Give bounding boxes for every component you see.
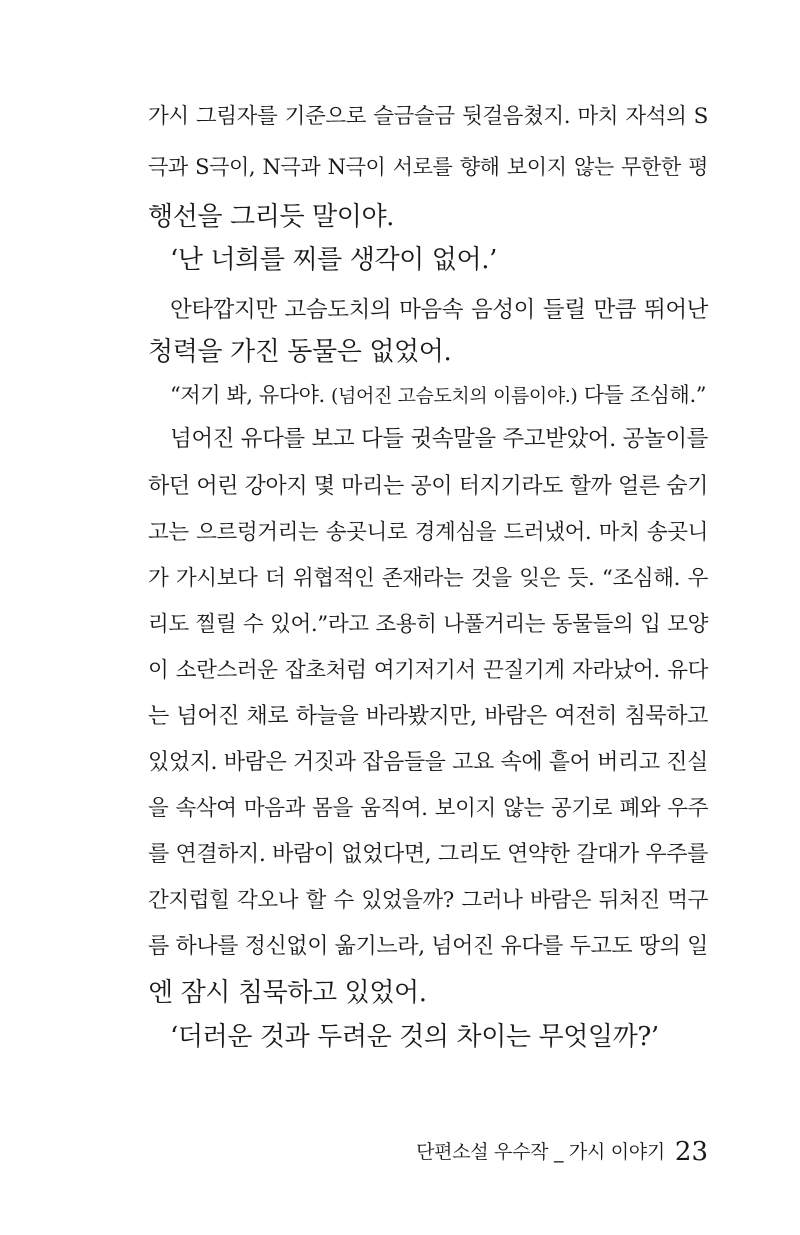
text-line: ‘난 너희를 찌를 생각이 없어.’ xyxy=(170,245,497,275)
running-footer xyxy=(416,1138,708,1166)
text-line: 극과 S극이, N극과 N극이 서로를 향해 보이지 않는 무한한 평 xyxy=(148,155,708,179)
text-line: 는 넘어진 채로 하늘을 바라봤지만, 바람은 여전히 침묵하고 xyxy=(148,704,708,729)
text-line: 하던 어린 강아지 몇 마리는 공이 터지기라도 할까 얼른 숨기 xyxy=(148,474,708,499)
text-line-with-aside xyxy=(170,378,708,413)
running-title: 단편소설 우수작 _ 가시 이야기 xyxy=(416,1141,665,1163)
text-line: 고는 으르렁거리는 송곳니로 경계심을 드러냈어. 마치 송곳니 xyxy=(148,520,708,545)
text-line: 청력을 가진 동물은 없었어. xyxy=(148,337,452,367)
text-line: 넘어진 유다를 보고 다들 귓속말을 주고받았어. 공놀이를 xyxy=(170,426,708,452)
text-line: 엔 잠시 침묵하고 있었어. xyxy=(148,978,427,1008)
text-line: 가시 그림자를 기준으로 슬금슬금 뒷걸음쳤지. 마치 자석의 S xyxy=(148,104,708,129)
text-line: ‘더러운 것과 두려운 것의 차이는 무엇일까?’ xyxy=(170,1022,659,1052)
text-line: 리도 찔릴 수 있어.”라고 조용히 나풀거리는 동물들의 입 모양 xyxy=(148,612,708,637)
text-line: 가 가시보다 더 위협적인 존재라는 것을 잊은 듯. “조심해. 우 xyxy=(148,566,708,591)
text-line: 름 하나를 정신없이 옮기느라, 넘어진 유다를 두고도 땅의 일 xyxy=(148,934,708,959)
aside-note: (넘어진 고슴도치의 이름이야.) xyxy=(331,385,578,407)
text-line: 안타깝지만 고슴도치의 마음속 음성이 들릴 만큼 뛰어난 xyxy=(170,297,708,323)
text-line: 행선을 그리듯 말이야. xyxy=(148,202,395,232)
text-line: 를 연결하지. 바람이 없었다면, 그리도 연약한 갈대가 우주를 xyxy=(148,842,708,867)
text-line: 간지럽힐 각오나 할 수 있었을까? 그러나 바람은 뒤처진 먹구 xyxy=(148,888,708,913)
text-line: 있었지. 바람은 거짓과 잡음들을 고요 속에 흩어 버리고 진실 xyxy=(148,750,708,775)
text-line: 이 소란스러운 잡초처럼 여기저기서 끈질기게 자라났어. 유다 xyxy=(148,658,708,683)
text-line: 을 속삭여 마음과 몸을 움직여. 보이지 않는 공기로 폐와 우주 xyxy=(148,796,708,821)
dialogue-text: “저기 봐, 유다야. xyxy=(170,383,325,407)
dialogue-text: 다들 조심해.” xyxy=(583,383,707,407)
page-number: 23 xyxy=(674,1137,708,1167)
